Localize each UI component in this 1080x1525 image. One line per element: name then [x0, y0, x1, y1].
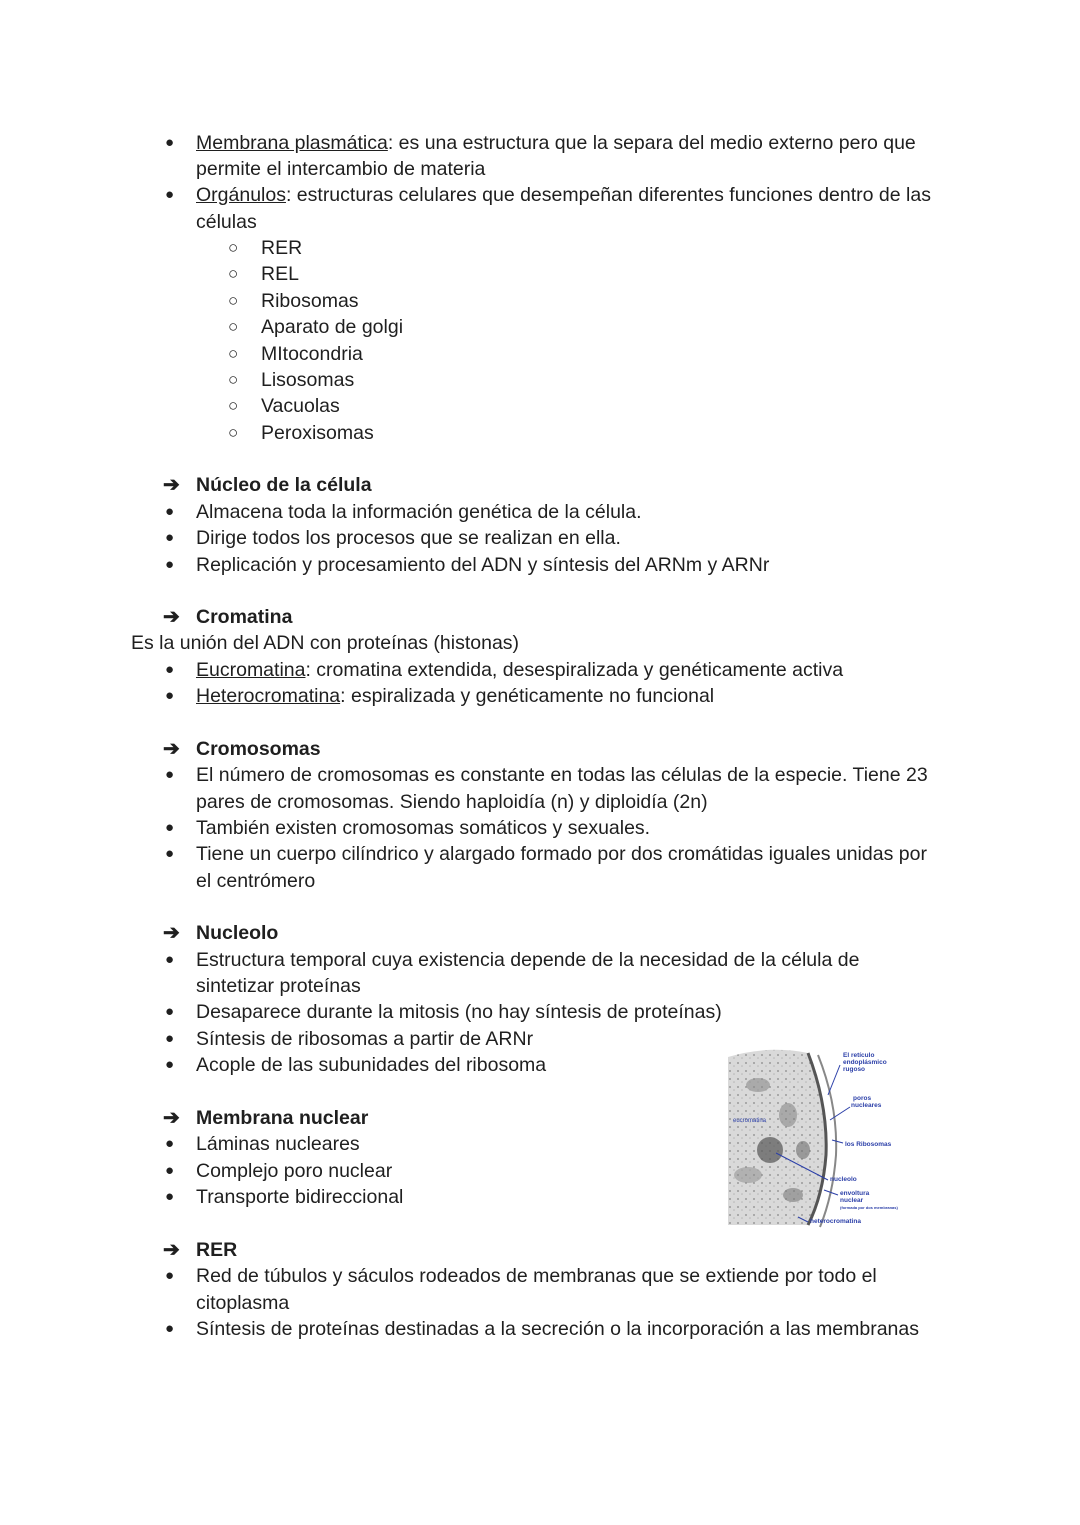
arrow-icon: ➔ [163, 922, 180, 944]
arrow-icon: ➔ [163, 606, 180, 628]
heterocromatina-line [196, 683, 714, 709]
bullet: ● [165, 1056, 175, 1073]
organulos-line-2: células [196, 211, 257, 233]
bullet: ● [165, 556, 175, 573]
cromosomas-item: También existen cromosomas somáticos y sexuales. [196, 817, 651, 839]
figure-label: eucromatina [733, 1118, 767, 1124]
nucleo-heading: Núcleo de la célula [196, 474, 372, 496]
cromosomas-item-cont: pares de cromosomas. Siendo haploidía (n) y diploidía (2n) [196, 791, 708, 813]
bullet: ● [165, 845, 175, 862]
figure-label: heterocromatina [810, 1218, 861, 1225]
bullet: ● [165, 661, 175, 678]
bullet: ● [165, 1135, 175, 1152]
nucleolo-item: Estructura temporal cuya existencia depende de la necesidad de la célula de [196, 949, 860, 971]
bullet: ● [165, 766, 175, 783]
membrana-nuclear-item: Láminas nucleares [196, 1133, 360, 1155]
hollow-bullet: ○ [228, 370, 239, 389]
hollow-bullet: ○ [228, 238, 239, 257]
bullet: ● [165, 687, 175, 704]
hollow-bullet: ○ [228, 291, 239, 310]
bullet: ● [165, 1162, 175, 1179]
nucleus-diagram [728, 1045, 908, 1230]
eucromatina-term: Eucromatina [196, 659, 306, 681]
organulo-item: Aparato de golgi [261, 316, 404, 338]
nucleolo-shape [757, 1137, 783, 1163]
bullet: ● [165, 1267, 175, 1284]
figure-label: poros [853, 1095, 872, 1102]
nucleus-body [728, 1045, 838, 1230]
hollow-bullet: ○ [228, 344, 239, 363]
bullet: ● [165, 529, 175, 546]
figure-label: (formada por dos membranas) [840, 1205, 898, 1210]
organulos-text: : estructuras celulares que desempeñan diferentes funciones dentro de las [285, 184, 931, 206]
figure-label: nuclear [840, 1197, 864, 1204]
arrow-icon: ➔ [163, 1107, 180, 1129]
figure-label: endoplásmico [843, 1059, 887, 1066]
hollow-bullet: ○ [228, 423, 239, 442]
rer-item-cont: citoplasma [196, 1292, 290, 1314]
eucromatina-line [196, 657, 843, 683]
nucleo-item: Almacena toda la información genética de la célula. [196, 501, 642, 523]
bullet: ● [165, 1188, 175, 1205]
membrana-nuclear-item: Transporte bidireccional [196, 1186, 404, 1208]
membrana-plasmatica-term: Membrana plasmática [196, 132, 388, 154]
rer-item: Red de túbulos y sáculos rodeados de membranas que se extiende por todo el [196, 1265, 877, 1287]
organulo-item: REL [261, 263, 299, 285]
membrana-plasmatica-line [196, 130, 916, 156]
bullet: ● [165, 134, 175, 151]
organulo-item: Ribosomas [261, 290, 359, 312]
cromosomas-item: Tiene un cuerpo cilíndrico y alargado formado por dos cromátidas iguales unidas por [196, 843, 927, 865]
organulo-item: RER [261, 237, 303, 259]
figure-label: nucleares [851, 1102, 882, 1109]
heterocromatina-term: Heterocromatina [196, 685, 341, 707]
bullet: ● [165, 186, 175, 203]
cromosomas-heading: Cromosomas [196, 738, 321, 760]
bullet: ● [165, 1030, 175, 1047]
hollow-bullet: ○ [228, 317, 239, 336]
figure-label: los Ribosomas [845, 1141, 892, 1148]
bullet: ● [165, 1320, 175, 1337]
organulos-line [196, 182, 931, 208]
figure-label: El retículo [843, 1052, 875, 1059]
arrow-icon: ➔ [163, 1239, 180, 1261]
organulos-term: Orgánulos [196, 184, 286, 206]
hollow-bullet: ○ [228, 264, 239, 283]
organulo-item: Peroxisomas [261, 422, 374, 444]
nucleolo-item: Desaparece durante la mitosis (no hay síntesis de proteínas) [196, 1001, 722, 1023]
bullet: ● [165, 1003, 175, 1020]
rer-item: Síntesis de proteínas destinadas a la secreción o la incorporación a las membranas [196, 1318, 919, 1340]
organulo-item: Lisosomas [261, 369, 355, 391]
heterocromatina-text: : espiralizada y genéticamente no funcional [340, 685, 715, 707]
bullet: ● [165, 951, 175, 968]
nucleo-item: Dirige todos los procesos que se realizan en ella. [196, 527, 621, 549]
membrana-plasmatica-text: : es una estructura que la separa del medio externo pero que [387, 132, 916, 154]
nucleolo-item: Síntesis de ribosomas a partir de ARNr [196, 1028, 534, 1050]
figure-label: envoltura [840, 1190, 870, 1197]
organulo-item: Vacuolas [261, 395, 340, 417]
bullet: ● [165, 503, 175, 520]
membrana-nuclear-heading: Membrana nuclear [196, 1107, 369, 1129]
membrana-nuclear-item: Complejo poro nuclear [196, 1160, 393, 1182]
organulo-item: MItocondria [261, 343, 363, 365]
eucromatina-text: : cromatina extendida, desespiralizada y genéticamente activa [305, 659, 844, 681]
figure-label: rugoso [843, 1066, 866, 1073]
nucleo-item: Replicación y procesamiento del ADN y síntesis del ARNm y ARNr [196, 554, 770, 576]
cromatina-heading: Cromatina [196, 606, 293, 628]
figure-label: nucleolo [830, 1176, 857, 1183]
nucleolo-heading: Nucleolo [196, 922, 279, 944]
bullet: ● [165, 819, 175, 836]
arrow-icon: ➔ [163, 738, 180, 760]
cromosomas-item-cont: el centrómero [196, 870, 316, 892]
membrana-plasmatica-line-2: permite el intercambio de materia [196, 158, 486, 180]
rer-heading: RER [196, 1239, 238, 1261]
arrow-icon: ➔ [163, 474, 180, 496]
nucleolo-item: Acople de las subunidades del ribosoma [196, 1054, 547, 1076]
cromatina-intro: Es la unión del ADN con proteínas (histonas) [131, 632, 520, 654]
cromosomas-item: El número de cromosomas es constante en todas las células de la especie. Tiene 23 [196, 764, 928, 786]
nucleolo-item-cont: sintetizar proteínas [196, 975, 361, 997]
hollow-bullet: ○ [228, 396, 239, 415]
